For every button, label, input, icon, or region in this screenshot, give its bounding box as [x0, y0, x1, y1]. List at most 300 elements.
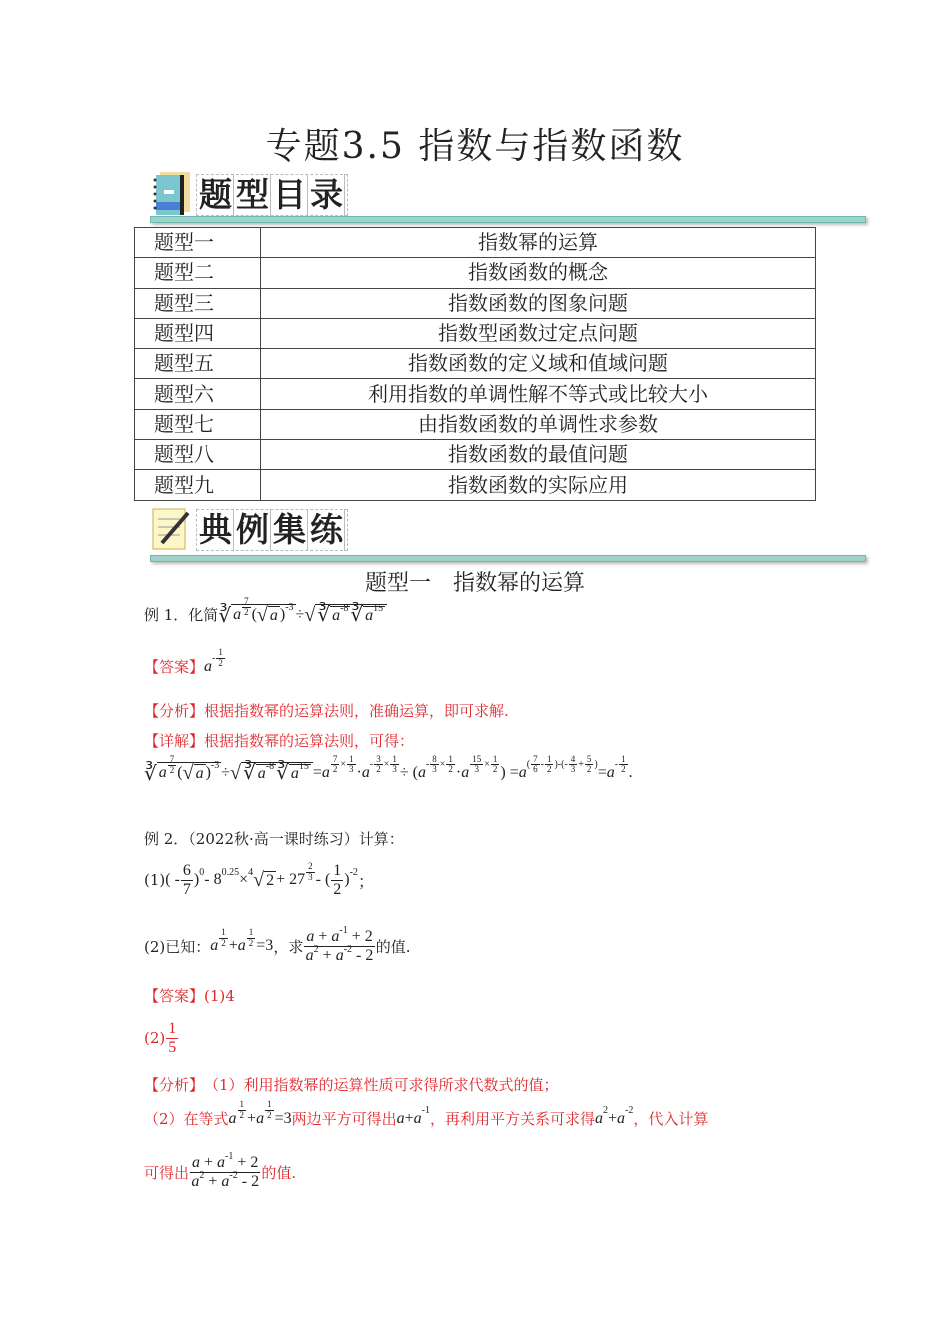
- example-2-analysis-3: [144, 1151, 297, 1190]
- math-text: 1: [546, 753, 552, 764]
- fraction: [531, 755, 540, 776]
- toc-row: [135, 379, 816, 409]
- toc-topic: 指数函数的最值问题: [261, 440, 816, 470]
- toc-type: 题型六: [135, 379, 261, 409]
- analysis-text: 根据指数幂的运算法则，准确运算，即可求解.: [204, 702, 509, 720]
- denominator: [183, 881, 191, 899]
- math-text: )-(-: [554, 759, 568, 771]
- math-text: +: [200, 1154, 218, 1171]
- math-text: 1: [239, 1099, 245, 1110]
- notebook-icon: [150, 170, 192, 216]
- superscript: [373, 603, 383, 614]
- superscript: [229, 1170, 237, 1181]
- denominator: [267, 1111, 272, 1121]
- math-text: 2: [244, 606, 249, 617]
- superscript: [225, 1151, 233, 1162]
- section-header-label: 题型目录: [196, 174, 348, 216]
- analysis-label: 【分析】: [144, 1076, 205, 1094]
- fraction: [347, 755, 356, 776]
- math-text: 3: [308, 871, 313, 882]
- superscript: [199, 1170, 204, 1181]
- analysis-label: 【分析】: [144, 702, 205, 720]
- math-text: 3: [376, 753, 381, 764]
- fraction: [430, 755, 439, 776]
- math-text: ·: [455, 763, 462, 781]
- math-variable: a: [195, 765, 204, 783]
- superscript: [314, 944, 319, 955]
- math-variable: a: [237, 937, 246, 955]
- math-text: 4: [248, 866, 254, 878]
- toc-topic: 由指数函数的单调性求参数: [261, 409, 816, 439]
- math-text: -1: [421, 1105, 430, 1116]
- formula: [303, 925, 375, 964]
- denominator: [392, 765, 397, 775]
- formula: [165, 1020, 179, 1056]
- analysis-text: （2）在等式: [144, 1110, 229, 1128]
- math-text: =3: [256, 937, 274, 955]
- math-text: 2: [267, 1110, 272, 1120]
- math-text: +: [228, 937, 238, 955]
- math-text: ): [205, 764, 211, 782]
- math-text: 2: [266, 872, 275, 890]
- math-text: 7: [169, 754, 175, 764]
- math-text: - 8: [204, 871, 222, 889]
- formula: [595, 1105, 634, 1128]
- math-text: +: [314, 928, 332, 945]
- analysis-text: 两边平方可得出: [291, 1110, 397, 1128]
- math-text: + 2: [233, 1154, 259, 1171]
- example-1-answer: [144, 647, 226, 677]
- radical-sign: ∛: [218, 604, 232, 627]
- math-variable: a: [306, 928, 315, 945]
- math-text: 3: [474, 764, 479, 775]
- superscript: [241, 597, 252, 618]
- denominator: [621, 765, 626, 775]
- numerator: [181, 862, 193, 881]
- math-text: 4: [570, 753, 576, 764]
- math-text: ÷: [295, 605, 305, 623]
- superscript: [469, 755, 500, 776]
- math-text: + 2: [347, 928, 373, 945]
- math-text: -: [212, 653, 216, 664]
- toc-row: [135, 288, 816, 318]
- math-text: 2: [169, 764, 175, 775]
- denominator: [168, 1039, 176, 1057]
- denominator: [571, 765, 576, 775]
- superscript: [285, 602, 293, 613]
- notepad-pen-icon: [150, 505, 192, 551]
- superscript: [603, 1105, 608, 1116]
- analysis-text: （1）利用指数幂的运算性质可求得所求代数式的值；: [204, 1076, 559, 1094]
- superscript: [426, 755, 456, 776]
- radical-sign: ∛: [350, 604, 364, 627]
- math-variable: a: [332, 607, 341, 625]
- example-2-answer: [144, 985, 235, 1006]
- fraction: [216, 648, 225, 669]
- math-text: 1: [168, 1020, 177, 1037]
- superscript: [527, 755, 598, 776]
- toc-row: [135, 409, 816, 439]
- radicand: [157, 754, 221, 785]
- math-text: -3: [210, 759, 220, 771]
- math-text: +: [404, 1109, 414, 1127]
- toc-topic: 指数函数的图象问题: [261, 288, 816, 318]
- radical-sign: √: [182, 762, 194, 785]
- example-1-analysis: [144, 700, 509, 721]
- toc-topic: 利用指数的单调性解不等式或比较大小: [261, 379, 816, 409]
- math-text: 2: [239, 1110, 245, 1120]
- math-text: 7: [533, 753, 538, 764]
- toc-type: 题型二: [135, 258, 261, 288]
- math-text: -1: [339, 925, 348, 936]
- math-text: 2: [218, 658, 223, 668]
- math-text: ·: [356, 763, 362, 781]
- math-text: -8: [265, 760, 275, 772]
- formula: [228, 1099, 292, 1129]
- formula: [218, 596, 387, 627]
- section-title: 题型一 指数幂的运算: [364, 571, 585, 596]
- math-text: +: [247, 1109, 257, 1127]
- section-header-toc: [150, 170, 348, 216]
- math-text: -: [425, 759, 430, 771]
- math-text: 2: [308, 860, 313, 871]
- radicand: [315, 604, 387, 625]
- radicand: [330, 602, 350, 625]
- math-variable: a: [204, 657, 213, 675]
- math-variable: a: [413, 1109, 422, 1127]
- math-text: ×: [439, 759, 446, 771]
- radical: [257, 605, 280, 625]
- math-text: -3: [285, 601, 294, 613]
- math-text: 8: [432, 753, 437, 764]
- fraction: [304, 925, 374, 964]
- text: ，求: [273, 937, 304, 956]
- math-text: =3: [274, 1109, 292, 1127]
- toc-topic: 指数函数的概念: [261, 258, 816, 288]
- math-text: 7: [332, 753, 338, 764]
- math-variable: a: [606, 763, 615, 781]
- math-text: 2: [603, 1105, 609, 1116]
- superscript: [218, 928, 229, 949]
- fraction: [545, 755, 554, 776]
- radical-sign: √: [256, 604, 268, 627]
- math-text: (: [251, 606, 257, 624]
- toc-type: 题型七: [135, 409, 261, 439]
- math-text: -: [369, 759, 374, 771]
- superscript: [167, 755, 178, 776]
- radical: [218, 596, 295, 627]
- math-text: -2: [349, 866, 358, 878]
- header-divider: [150, 555, 866, 562]
- math-text: ×: [239, 871, 249, 889]
- fraction: [238, 1100, 247, 1121]
- denominator: [333, 881, 341, 899]
- math-text: =: [597, 763, 607, 781]
- math-variable: a: [331, 928, 340, 945]
- radical-sign: ∛: [317, 604, 331, 627]
- math-variable: a: [269, 607, 278, 625]
- math-text: 1: [392, 753, 397, 764]
- radicand: [231, 596, 295, 627]
- example-1-question: [144, 596, 387, 627]
- math-text: +: [318, 946, 336, 964]
- math-text: 2: [332, 764, 338, 775]
- denominator: [308, 873, 313, 883]
- math-text: -2: [625, 1105, 634, 1116]
- math-variable: a: [217, 1154, 226, 1171]
- math-text: ；: [357, 873, 374, 891]
- fraction: [491, 755, 500, 776]
- answer-label: 【答案】: [144, 658, 205, 676]
- math-text: 15: [373, 602, 384, 614]
- math-variable: a: [361, 763, 370, 781]
- radical: [183, 763, 206, 783]
- toc-row: [135, 349, 816, 379]
- superscript: [370, 755, 400, 776]
- fraction: [470, 755, 483, 776]
- radical: [253, 870, 276, 890]
- math-variable: a: [595, 1109, 604, 1127]
- math-text: ): [594, 759, 598, 771]
- radicand: [256, 760, 276, 783]
- radical: [230, 762, 313, 783]
- toc-topic: 指数型函数过定点问题: [261, 318, 816, 348]
- toc-type: 题型九: [135, 470, 261, 500]
- math-text: 5: [168, 1038, 177, 1056]
- math-text: 2: [313, 943, 319, 955]
- section-header-label: 典例集练: [196, 509, 348, 551]
- math-text: 7: [182, 880, 191, 898]
- math-text: 1: [621, 753, 626, 764]
- radical-sign: ∛: [243, 762, 256, 785]
- math-variable: a: [158, 764, 167, 782]
- toc-row: [135, 228, 816, 258]
- denominator: [221, 939, 226, 949]
- denominator: [349, 765, 354, 775]
- example-2-part-2: [144, 925, 411, 964]
- numerator: [331, 862, 343, 881]
- superscript: [339, 925, 347, 936]
- math-variable: a: [192, 1154, 201, 1171]
- radical: [276, 760, 311, 785]
- superscript: [222, 867, 240, 878]
- superscript: [330, 755, 357, 776]
- math-text: 2: [333, 880, 342, 898]
- math-text: + 27: [276, 871, 306, 889]
- math-text: +: [204, 1172, 222, 1190]
- math-text: 2: [248, 937, 254, 948]
- math-variable: a: [228, 1109, 237, 1127]
- example-1-derivation: [144, 753, 633, 785]
- radicand: [241, 762, 313, 783]
- radical-sign: ∛: [144, 762, 157, 785]
- example-2-analysis-2: [144, 1099, 709, 1129]
- math-text: 2: [546, 764, 552, 775]
- math-text: 1: [333, 862, 342, 879]
- radical: [350, 602, 385, 627]
- formula: [204, 647, 226, 677]
- superscript: [344, 944, 352, 955]
- math-text: 0.25: [221, 866, 240, 878]
- superscript: [211, 760, 219, 771]
- radicand: [289, 760, 311, 783]
- toc-type: 题型一: [135, 228, 261, 258]
- analysis-text: 可得出: [144, 1163, 190, 1182]
- math-text: 1: [221, 926, 226, 937]
- math-text: 15: [472, 753, 482, 764]
- math-text: ×: [383, 759, 390, 771]
- toc-table: [134, 227, 816, 501]
- math-text: ): [344, 871, 350, 889]
- math-text: ×: [340, 759, 347, 771]
- toc-row: [135, 258, 816, 288]
- math-variable: a: [191, 1172, 200, 1190]
- detail-label: 【详解】: [144, 732, 205, 750]
- math-text: .: [628, 763, 633, 781]
- header-divider: [150, 216, 866, 223]
- math-variable: a: [617, 1109, 626, 1127]
- superscript: [305, 862, 316, 883]
- math-text: ×: [484, 759, 490, 771]
- math-text: (: [177, 764, 183, 782]
- math-text: 2: [448, 764, 453, 775]
- math-text: 1: [349, 753, 354, 764]
- superscript: [625, 1105, 633, 1116]
- math-text: 2: [586, 764, 592, 775]
- math-text: ( -: [165, 871, 180, 889]
- math-text: 1: [448, 753, 453, 764]
- math-text: 2: [199, 1169, 205, 1181]
- math-text: -2: [343, 943, 353, 955]
- math-text: -1: [225, 1151, 234, 1162]
- answer-text: (2): [144, 1029, 166, 1048]
- denominator: [376, 765, 381, 775]
- denominator: [475, 765, 480, 775]
- denominator: [432, 765, 437, 775]
- fraction: [306, 862, 315, 883]
- toc-type: 题型三: [135, 288, 261, 318]
- math-variable: a: [518, 763, 527, 781]
- math-text: ): [279, 606, 286, 624]
- denominator: [448, 765, 453, 775]
- math-variable: a: [365, 607, 374, 625]
- radicand: [363, 602, 385, 625]
- math-variable: a: [396, 1109, 405, 1127]
- fraction: [219, 928, 228, 949]
- math-text: +: [578, 759, 584, 771]
- formula: [210, 926, 274, 957]
- toc-topic: 指数函数的定义域和值域问题: [261, 349, 816, 379]
- radical-sign: √: [230, 762, 241, 785]
- superscript: [264, 1100, 275, 1121]
- fraction: [247, 928, 256, 949]
- math-text: 1: [248, 926, 254, 937]
- toc-type: 题型五: [135, 349, 261, 379]
- denominator: [240, 1111, 245, 1121]
- math-variable: a: [290, 765, 299, 783]
- math-text: 5: [586, 753, 592, 764]
- radical: [317, 602, 350, 627]
- toc-type: 题型八: [135, 440, 261, 470]
- fraction: [374, 755, 383, 776]
- radical: [144, 754, 221, 785]
- math-text: -: [540, 759, 544, 771]
- fraction: [168, 755, 177, 776]
- formula: [396, 1105, 430, 1128]
- text: 的值.: [375, 937, 411, 956]
- math-text: - (: [315, 871, 331, 889]
- math-variable: a: [335, 946, 344, 964]
- denominator: [249, 939, 254, 949]
- superscript: [340, 603, 348, 614]
- math-text: 7: [244, 596, 249, 606]
- superscript: [212, 648, 226, 669]
- math-text: +: [608, 1109, 618, 1127]
- fraction: [181, 862, 193, 898]
- analysis-text: ，代入计算: [633, 1110, 709, 1128]
- fraction: [446, 755, 455, 776]
- part-label: (1): [144, 871, 166, 890]
- denominator: [191, 1169, 260, 1191]
- math-text: =: [312, 763, 322, 781]
- superscript: [299, 761, 309, 772]
- math-variable: a: [305, 946, 314, 964]
- math-text: 3: [570, 764, 576, 775]
- math-text: 1: [267, 1099, 272, 1110]
- toc-topic: 指数函数的实际应用: [261, 470, 816, 500]
- math-text: ÷ (: [399, 763, 418, 781]
- example-1-detail: [144, 730, 414, 751]
- example-2-question: 例 2．（2022秋·高一课时练习）计算：: [144, 830, 404, 848]
- toc-row: [135, 440, 816, 470]
- formula: [165, 862, 374, 898]
- fraction: [331, 755, 340, 776]
- superscript: [422, 1105, 430, 1116]
- math-text: 6: [533, 764, 538, 775]
- fraction: [619, 755, 628, 776]
- denominator: [587, 765, 592, 775]
- answer-text: (1)4: [204, 986, 235, 1005]
- radical: [243, 760, 276, 785]
- math-text: - 2: [352, 946, 374, 964]
- fraction: [190, 1151, 260, 1190]
- answer-label: 【答案】: [144, 987, 205, 1005]
- math-variable: a: [461, 763, 470, 781]
- denominator: [333, 765, 338, 775]
- superscript: [237, 1100, 248, 1121]
- math-text: 3: [392, 764, 397, 775]
- math-text: 2: [621, 764, 626, 775]
- radical-sign: ∛: [276, 762, 289, 785]
- math-text: ÷: [221, 763, 231, 781]
- math-text: -2: [229, 1169, 238, 1181]
- math-text: 6: [182, 862, 191, 879]
- math-text: 1: [492, 753, 498, 764]
- example-label: 例 1．化简: [144, 606, 219, 625]
- math-text: 2: [492, 764, 498, 775]
- numerator: [166, 1020, 178, 1039]
- fraction: [569, 755, 578, 776]
- math-text: - 2: [237, 1172, 260, 1190]
- math-text: (: [526, 759, 531, 771]
- radical-sign: √: [304, 604, 316, 627]
- radicand: [264, 871, 276, 890]
- superscript: [266, 761, 274, 772]
- radicand: [194, 764, 206, 783]
- math-text: 1: [218, 647, 223, 658]
- fraction: [265, 1100, 274, 1121]
- toc-row: [135, 318, 816, 348]
